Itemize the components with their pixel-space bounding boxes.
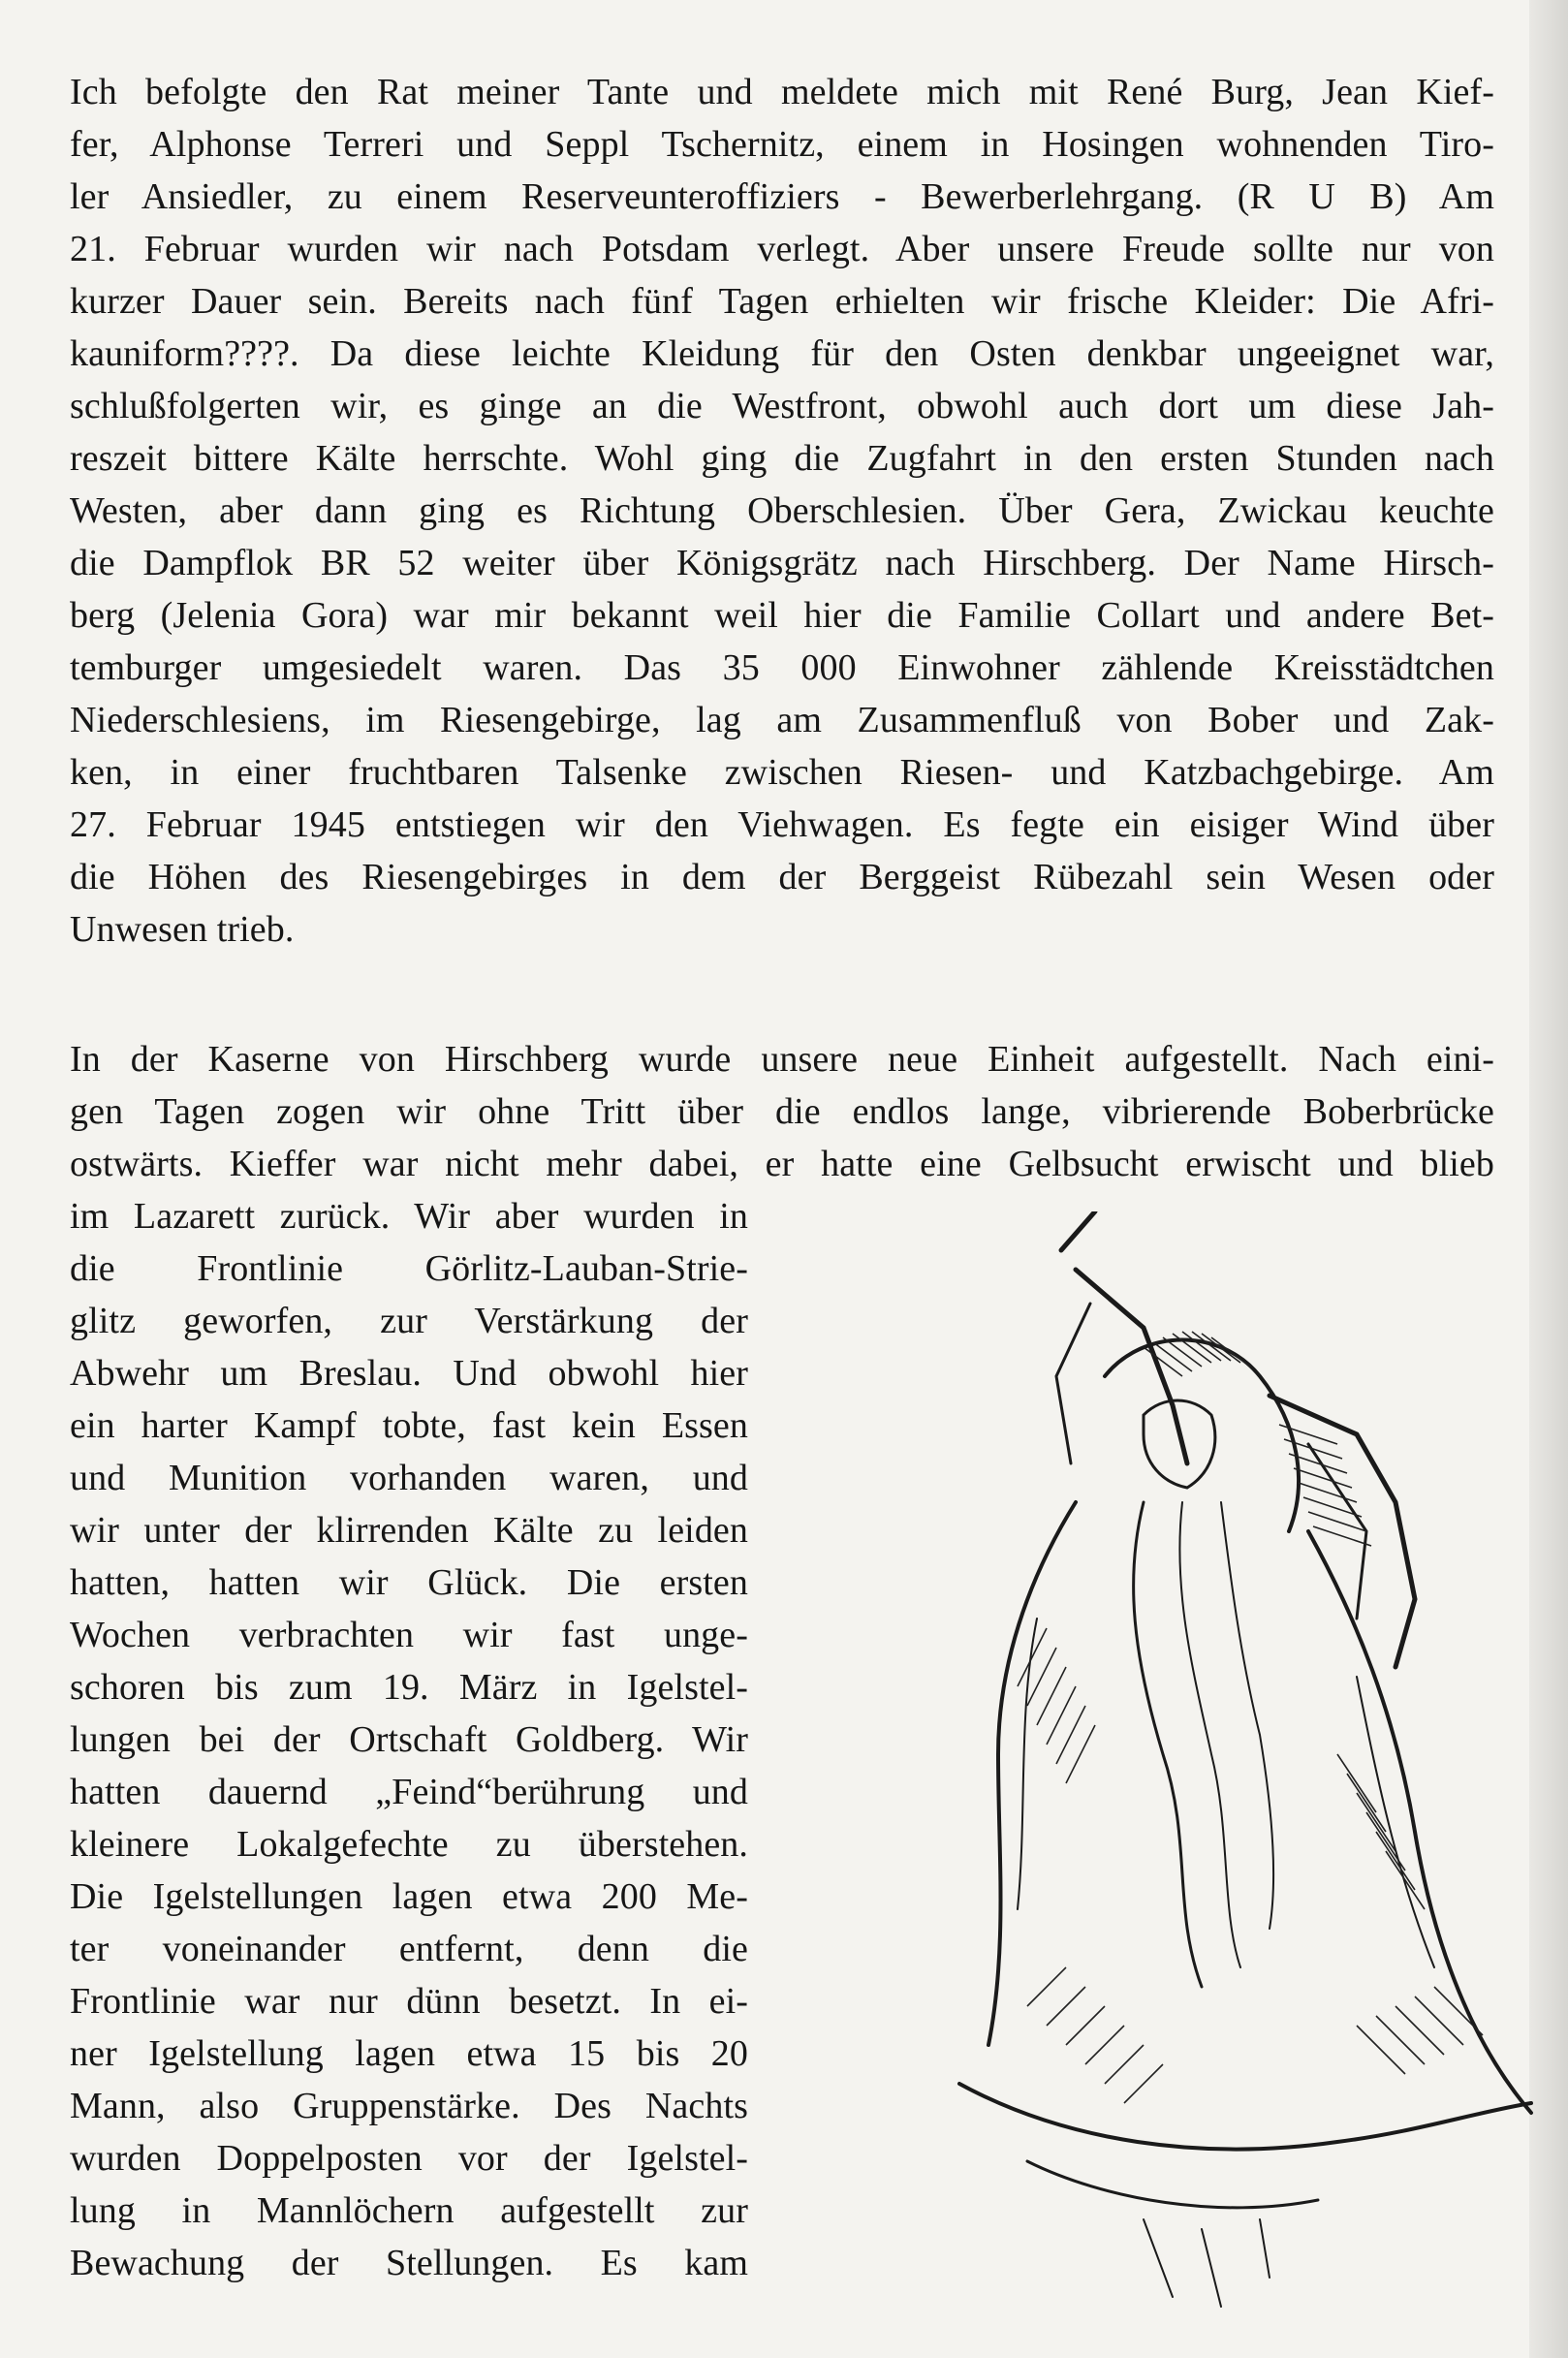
text-line: gen Tagen zogen wir ohne Tritt über die endlos lange, vibrierende Boberbrücke (70, 1091, 1494, 1132)
text-line: die Frontlinie Görlitz-Lauban-Strie- (70, 1248, 748, 1289)
text-line: Frontlinie war nur dünn besetzt. In ei- (70, 1981, 748, 2022)
text-line: Mann, also Gruppenstärke. Des Nachts (70, 2086, 748, 2126)
text-line: berg (Jelenia Gora) war mir bekannt weil hier die Familie Collart und andere Bet- (70, 595, 1494, 636)
text-line: kurzer Dauer sein. Bereits nach fünf Tagen erhielten wir frische Kleider: Die Afri- (70, 281, 1494, 322)
text-line: hatten, hatten wir Glück. Die ersten (70, 1562, 748, 1603)
text-line: die Höhen des Riesengebirges in dem der Berggeist Rübezahl sein Wesen oder (70, 857, 1494, 897)
text-line: und Munition vorhanden waren, und (70, 1458, 748, 1498)
text-line: im Lazarett zurück. Wir aber wurden in (70, 1196, 748, 1237)
text-line: glitz geworfen, zur Verstärkung der (70, 1301, 748, 1341)
text-line: Westen, aber dann ging es Richtung Oberschlesien. Über Gera, Zwickau keuchte (70, 490, 1494, 531)
text-line: ostwärts. Kieffer war nicht mehr dabei, er hatte eine Gelbsucht erwischt und blieb (70, 1144, 1494, 1184)
text-line: ler Ansiedler, zu einem Reserveunteroffiziers - Bewerberlehrgang. (R U B) Am (70, 176, 1494, 217)
text-line: ken, in einer fruchtbaren Talsenke zwischen Riesen- und Katzbachgebirge. Am (70, 752, 1494, 793)
text-line: kleinere Lokalgefechte zu überstehen. (70, 1824, 748, 1865)
text-line: wurden Doppelposten vor der Igelstel- (70, 2138, 748, 2179)
text-line: Bewachung der Stellungen. Es kam (70, 2243, 748, 2283)
text-line: 21. Februar wurden wir nach Potsdam verlegt. Aber unsere Freude sollte nur von (70, 229, 1494, 269)
text-line: lungen bei der Ortschaft Goldberg. Wir (70, 1719, 748, 1760)
text-line: reszeit bittere Kälte herrschte. Wohl ging die Zugfahrt in den ersten Stunden nach (70, 438, 1494, 479)
text-line: kauniform????. Da diese leichte Kleidung für den Osten denkbar ungeeignet war, (70, 333, 1494, 374)
text-line: ter voneinander entfernt, denn die (70, 1929, 748, 1969)
text-line: Niederschlesiens, im Riesengebirge, lag am Zusammenfluß von Bober und Zak- (70, 700, 1494, 740)
text-line: Ich befolgte den Rat meiner Tante und meldete mich mit René Burg, Jean Kief- (70, 72, 1494, 112)
text-line: hatten dauernd „Feind“berührung und (70, 1772, 748, 1812)
text-line: Abwehr um Breslau. Und obwohl hier (70, 1353, 748, 1394)
ruebezahl-sketch-illustration (853, 1211, 1551, 2326)
text-line: ein harter Kampf tobte, fast kein Essen (70, 1405, 748, 1446)
text-line: fer, Alphonse Terreri und Seppl Tschernitz, einem in Hosingen wohnenden Tiro- (70, 124, 1494, 165)
text-line: ner Igelstellung lagen etwa 15 bis 20 (70, 2033, 748, 2074)
text-line: wir unter der klirrenden Kälte zu leiden (70, 1510, 748, 1551)
text-line: 27. Februar 1945 entstiegen wir den Viehwagen. Es fegte ein eisiger Wind über (70, 804, 1494, 845)
text-line: lung in Mannlöchern aufgestellt zur (70, 2190, 748, 2231)
text-line: Unwesen trieb. (70, 909, 295, 950)
text-line: In der Kaserne von Hirschberg wurde unsere neue Einheit aufgestellt. Nach eini- (70, 1039, 1494, 1080)
text-line: Wochen verbrachten wir fast unge- (70, 1615, 748, 1655)
text-line: die Dampflok BR 52 weiter über Königsgrätz nach Hirschberg. Der Name Hirsch- (70, 543, 1494, 583)
text-line: Die Igelstellungen lagen etwa 200 Me- (70, 1876, 748, 1917)
text-line: schoren bis zum 19. März in Igelstel- (70, 1667, 748, 1708)
text-line: temburger umgesiedelt waren. Das 35 000 Einwohner zählende Kreisstädtchen (70, 647, 1494, 688)
text-line: schlußfolgerten wir, es ginge an die Westfront, obwohl auch dort um diese Jah- (70, 386, 1494, 426)
